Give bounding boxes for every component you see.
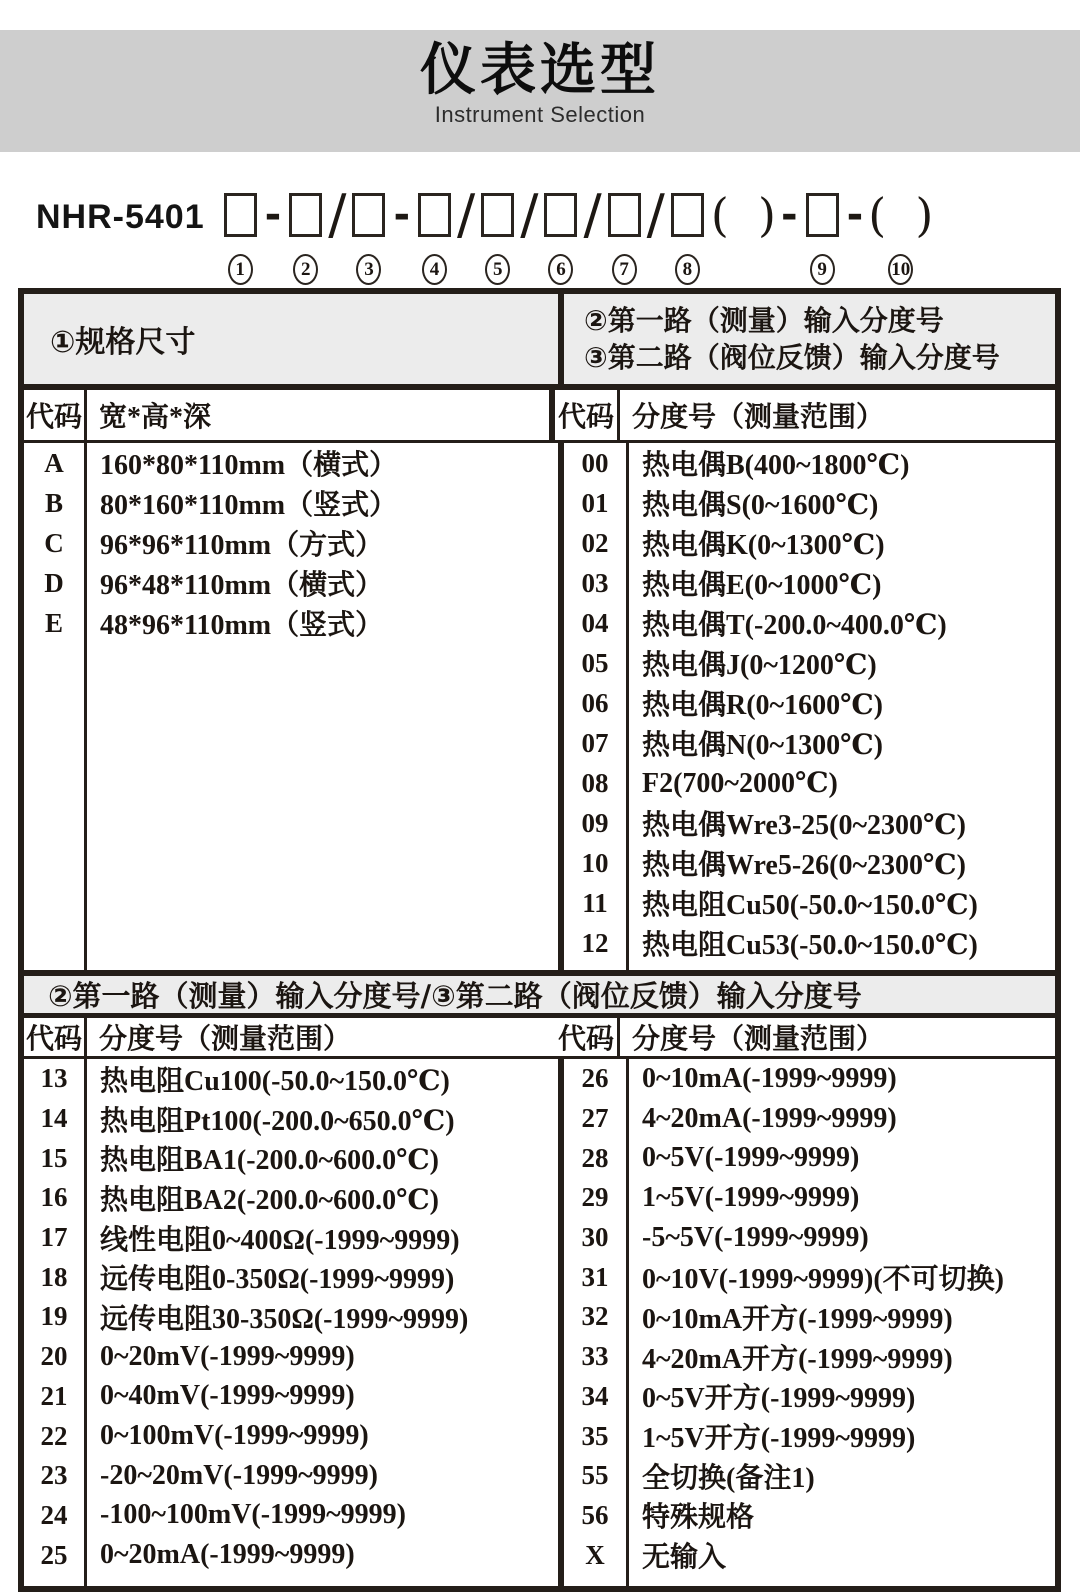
position-number-5: 5 [485, 254, 510, 285]
spec-size-list [24, 443, 558, 970]
title-banner [0, 30, 1080, 152]
desc-cell: 热电偶Wre5-26(0~2300℃) [642, 850, 966, 881]
model-box-4 [418, 193, 451, 237]
code-cell: 17 [40, 1222, 68, 1253]
lower-data-area [24, 1059, 1055, 1586]
model-token [328, 183, 347, 246]
upper-header-band [24, 294, 1055, 390]
code-cell: 06 [581, 687, 609, 718]
spec-code-column [24, 443, 87, 970]
model-box-6 [544, 193, 577, 237]
model-box-5 [481, 193, 514, 237]
division-column-header: 分度号（测量范围） [632, 402, 885, 433]
code-cell: 16 [40, 1182, 68, 1213]
desc-cell: 96*48*110mm（横式） [100, 570, 384, 601]
code-column-header: 代码 [24, 390, 87, 440]
code-cell: A [44, 447, 64, 478]
model-separator: / [328, 183, 347, 246]
code-column-header: 代码 [24, 1018, 87, 1056]
desc-cell: 热电阻BA1(-200.0~600.0℃) [100, 1145, 439, 1177]
desc-cell: 特殊规格 [642, 1502, 755, 1534]
desc-cell: 1~5V(-1999~9999) [642, 1181, 860, 1213]
desc-cell: 热电阻Cu50(-50.0~150.0℃) [642, 890, 978, 921]
division-code-column [24, 1059, 87, 1586]
model-separator: - [846, 192, 864, 238]
code-cell: 23 [40, 1460, 68, 1491]
position-number-8: 8 [675, 254, 700, 285]
division-list-upper [564, 443, 1055, 970]
lower-subheader [24, 1018, 1055, 1059]
desc-cell: 热电偶T(-200.0~400.0℃) [642, 610, 947, 641]
desc-cell: 0~20mV(-1999~9999) [100, 1340, 355, 1372]
model-token [711, 188, 776, 242]
model-separator: / [457, 183, 476, 246]
spec-desc-column [87, 443, 558, 970]
desc-cell: 热电阻Cu53(-50.0~150.0℃) [642, 930, 978, 961]
code-cell: 09 [581, 807, 609, 838]
selection-table [18, 288, 1061, 1592]
model-box-1 [224, 193, 257, 237]
code-cell: 08 [581, 767, 609, 798]
desc-cell: 热电阻BA2(-200.0~600.0℃) [100, 1184, 439, 1216]
page-subtitle: Instrument Selection [434, 102, 646, 127]
model-token [457, 183, 476, 246]
lower-section-header: ②第一路（测量）输入分度号/③第二路（阀位反馈）输入分度号 [24, 970, 1055, 1018]
code-cell: 21 [40, 1380, 68, 1411]
desc-cell: 0~100mV(-1999~9999) [100, 1420, 369, 1452]
model-separator: ( ) [710, 188, 776, 242]
desc-cell: 热电偶Wre3-25(0~2300℃) [642, 810, 966, 841]
model-box-8 [671, 193, 704, 237]
model-separator: / [520, 183, 539, 246]
code-cell: 55 [581, 1460, 609, 1491]
desc-cell: 无输入 [642, 1542, 727, 1574]
desc-cell: 热电偶K(0~1300℃) [642, 530, 885, 561]
code-cell: 13 [40, 1063, 68, 1094]
model-token [671, 188, 704, 285]
size-column-header: 宽*高*深 [99, 402, 212, 433]
code-cell: 02 [581, 527, 609, 558]
model-box-2 [289, 193, 322, 237]
model-token [520, 183, 539, 246]
position-number-3: 3 [356, 254, 381, 285]
model-token [393, 188, 410, 242]
division-desc-column [629, 443, 1055, 970]
desc-cell: 96*96*110mm（方式） [100, 530, 384, 561]
code-cell: 33 [581, 1341, 609, 1372]
code-cell: D [44, 567, 64, 598]
position-number-2: 2 [293, 254, 318, 285]
desc-cell: 线性电阻0~400Ω(-1999~9999) [100, 1224, 460, 1256]
model-box-7 [608, 193, 641, 237]
desc-cell: -20~20mV(-1999~9999) [100, 1459, 378, 1491]
desc-cell: -5~5V(-1999~9999) [642, 1221, 869, 1253]
division-desc-column [629, 1059, 1055, 1586]
code-cell: 04 [581, 607, 609, 638]
model-separator: / [583, 183, 602, 246]
division-code-column [564, 1059, 629, 1586]
desc-cell: 热电偶E(0~1000℃) [642, 570, 882, 601]
code-cell: E [44, 607, 63, 638]
upper-data-area [24, 443, 1055, 970]
model-token [544, 188, 577, 285]
model-token [418, 188, 451, 285]
model-token [608, 188, 641, 285]
desc-cell: 0~10mA开方(-1999~9999) [642, 1303, 953, 1335]
desc-cell: 4~20mA(-1999~9999) [642, 1102, 897, 1134]
code-cell: 56 [581, 1499, 609, 1530]
position-number-6: 6 [548, 254, 573, 285]
code-cell: 22 [40, 1420, 68, 1451]
code-cell: 32 [581, 1301, 609, 1332]
desc-cell: 热电偶R(0~1600℃) [642, 690, 883, 721]
desc-cell: 4~20mA开方(-1999~9999) [642, 1343, 953, 1375]
code-cell: 07 [581, 727, 609, 758]
position-number-10: 10 [888, 254, 913, 285]
division-list-right [564, 1059, 1055, 1586]
desc-cell: -100~100mV(-1999~9999) [100, 1499, 406, 1531]
code-cell: 35 [581, 1420, 609, 1451]
code-cell: 01 [581, 487, 609, 518]
code-cell: 34 [581, 1380, 609, 1411]
division-header-line2: ③第二路（阀位反馈）输入分度号 [584, 341, 1000, 374]
code-cell: 19 [40, 1301, 68, 1332]
code-cell: 28 [581, 1142, 609, 1173]
model-tokens [219, 183, 936, 285]
division-number-header [564, 294, 1055, 384]
code-cell: 24 [40, 1499, 68, 1530]
code-cell: 12 [581, 927, 609, 958]
upper-subheader [24, 390, 1055, 443]
desc-cell: 全切换(备注1) [642, 1462, 815, 1494]
model-token [781, 188, 798, 242]
desc-cell: 0~5V(-1999~9999) [642, 1142, 860, 1174]
division-desc-column [87, 1059, 558, 1586]
code-cell: 10 [581, 847, 609, 878]
model-code-line [36, 183, 935, 285]
desc-cell: 远传电阻0-350Ω(-1999~9999) [100, 1264, 455, 1296]
model-box-3 [352, 193, 385, 237]
code-cell: 27 [581, 1103, 609, 1134]
desc-cell: 0~40mV(-1999~9999) [100, 1380, 355, 1412]
model-token [352, 188, 385, 285]
desc-cell: 0~5V开方(-1999~9999) [642, 1383, 916, 1415]
model-separator: / [646, 183, 665, 246]
position-number-1: 1 [228, 254, 253, 285]
desc-cell: 0~10mA(-1999~9999) [642, 1062, 897, 1094]
division-header-line1: ②第一路（测量）输入分度号 [584, 304, 944, 337]
code-cell: B [44, 487, 63, 518]
desc-cell: 热电阻Cu100(-50.0~150.0℃) [100, 1065, 450, 1097]
model-separator: - [393, 192, 411, 238]
code-cell: 31 [581, 1261, 609, 1292]
code-cell: 11 [582, 887, 608, 918]
position-number-7: 7 [612, 254, 637, 285]
model-separator: ( ) [868, 188, 934, 242]
model-box-9 [806, 193, 839, 237]
model-token [481, 188, 514, 285]
desc-cell: F2(700~2000℃) [642, 768, 838, 799]
code-cell: C [44, 527, 64, 558]
code-cell: 25 [40, 1539, 68, 1570]
model-token [868, 188, 933, 285]
code-cell: X [585, 1539, 605, 1570]
model-separator: - [781, 192, 798, 238]
division-list-left [24, 1059, 558, 1586]
position-number-9: 9 [810, 254, 835, 285]
desc-cell: 热电偶J(0~1200℃) [642, 650, 877, 681]
model-token [289, 188, 322, 285]
code-cell: 20 [40, 1341, 68, 1372]
code-column-header: 代码 [555, 1018, 620, 1056]
model-token [806, 188, 839, 285]
desc-cell: 80*160*110mm（竖式） [100, 490, 398, 521]
code-cell: 26 [581, 1063, 609, 1094]
division-column-header: 分度号（测量范围） [632, 1024, 885, 1055]
code-cell: 29 [581, 1182, 609, 1213]
desc-cell: 0~10V(-1999~9999)(不可切换) [642, 1264, 1004, 1296]
code-cell: 03 [581, 567, 609, 598]
code-cell: 18 [40, 1261, 68, 1292]
division-code-column [564, 443, 629, 970]
desc-cell: 0~20mA(-1999~9999) [100, 1539, 355, 1571]
code-cell: 05 [581, 647, 609, 678]
desc-cell: 热电偶S(0~1600℃) [642, 490, 879, 521]
division-column-header: 分度号（测量范围） [99, 1024, 352, 1055]
code-cell: 30 [581, 1222, 609, 1253]
desc-cell: 热电阻Pt100(-200.0~650.0℃) [100, 1105, 455, 1137]
desc-cell: 48*96*110mm（竖式） [100, 610, 384, 641]
desc-cell: 热电偶B(400~1800℃) [642, 450, 910, 481]
code-column-header: 代码 [555, 390, 620, 440]
code-cell: 00 [581, 447, 609, 478]
model-token [847, 188, 864, 242]
model-token [583, 183, 602, 246]
model-token [265, 188, 282, 242]
model-token [224, 188, 257, 285]
model-prefix: NHR-5401 [36, 198, 205, 236]
code-cell: 15 [40, 1142, 68, 1173]
desc-cell: 热电偶N(0~1300℃) [642, 730, 883, 761]
spec-size-header: ①规格尺寸 [50, 325, 196, 360]
position-number-4: 4 [422, 254, 447, 285]
desc-cell: 1~5V开方(-1999~9999) [642, 1423, 916, 1455]
code-cell: 14 [40, 1103, 68, 1134]
desc-cell: 远传电阻30-350Ω(-1999~9999) [100, 1303, 469, 1335]
model-token [646, 183, 665, 246]
model-separator: - [264, 192, 282, 238]
desc-cell: 160*80*110mm（横式） [100, 450, 398, 481]
page-title: 仪表选型 [420, 38, 660, 103]
